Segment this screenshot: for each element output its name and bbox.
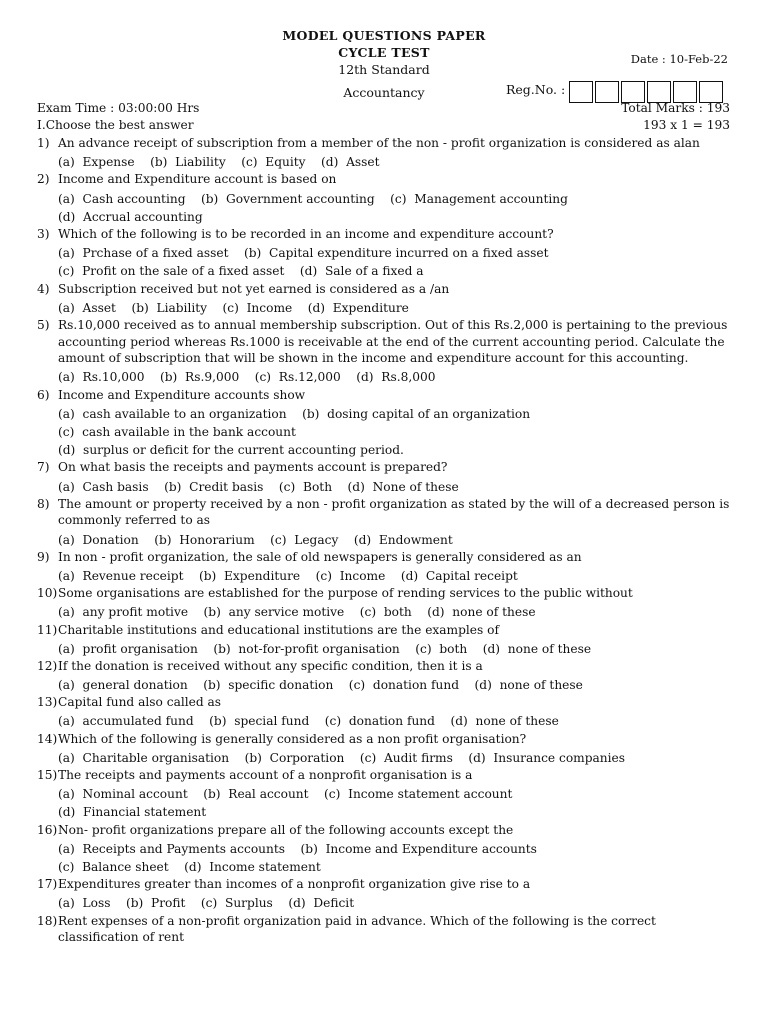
answer-options	[37, 478, 737, 496]
answer-options	[37, 894, 737, 912]
question-number: 13)	[37, 695, 58, 710]
question-text-row	[37, 694, 737, 711]
question-number: 17)	[37, 877, 58, 892]
answer-option-line: (a) cash available to an organization (b) dosing capital of an organization	[58, 406, 531, 421]
paper-subtitle: CYCLE TEST	[338, 45, 430, 60]
question-number: 10)	[37, 586, 58, 601]
answer-options	[37, 603, 737, 621]
question-text: Income and Expenditure account is based on	[58, 172, 337, 187]
reg-no-box	[647, 81, 671, 103]
paper-standard: 12th Standard	[338, 62, 430, 77]
reg-no-box	[699, 81, 723, 103]
answer-option-line: (d) Financial statement	[58, 805, 207, 820]
answer-options	[37, 368, 737, 386]
answer-option-line: (c) Profit on the sale of a fixed asset (d) Sale of a fixed a	[58, 264, 424, 279]
question-text-row	[37, 876, 737, 893]
question-text-row	[37, 585, 737, 602]
question-item	[37, 694, 737, 730]
question-text-row	[37, 459, 737, 476]
answer-option-line: (a) Loss (b) Profit (c) Surplus (d) Deficit	[58, 896, 355, 911]
answer-option-line: (a) Donation (b) Honorarium (c) Legacy (d) Endowment	[58, 532, 453, 547]
answer-option-line: (a) Cash accounting (b) Government accounting (c) Management accounting	[58, 191, 568, 206]
reg-no-box	[569, 81, 593, 103]
question-text: Rs.10,000 received as to annual membership subscription. Out of this Rs.2,000 is pertaining to the previous accounting period whereas Rs.1000 is receivable at the end of the current accounting period. Calculate the amount of subscription that will be shown in the income and expenditure account for this accounting.	[58, 317, 732, 366]
question-text: Which of the following is to be recorded in an income and expenditure account?	[58, 226, 554, 241]
answer-options	[37, 712, 737, 730]
question-text-row	[37, 226, 737, 243]
question-text: Charitable institutions and educational institutions are the examples of	[58, 622, 499, 637]
question-text-row	[37, 622, 737, 639]
question-list	[37, 135, 737, 946]
question-text-row	[37, 496, 737, 529]
question-text: Which of the following is generally considered as a non profit organisation?	[58, 731, 527, 746]
question-text: In non - profit organization, the sale of old newspapers is generally considered as an	[58, 549, 582, 564]
total-marks: Total Marks : 193	[621, 101, 730, 115]
exam-time: Exam Time : 03:00:00 Hrs	[37, 101, 200, 115]
answer-option-line: (a) Nominal account (b) Real account (c) Income statement account	[58, 787, 513, 802]
question-number: 6)	[37, 387, 50, 402]
question-text: The receipts and payments account of a nonprofit organisation is a	[58, 768, 473, 783]
question-number: 11)	[37, 622, 58, 637]
question-text-row	[37, 767, 737, 784]
question-number: 2)	[37, 172, 50, 187]
answer-option-line: (a) Prchase of a fixed asset (b) Capital expenditure incurred on a fixed asset	[58, 246, 549, 261]
answer-option-line: (a) Charitable organisation (b) Corporation (c) Audit firms (d) Insurance companies	[58, 750, 626, 765]
question-text: Rent expenses of a non-profit organization paid in advance. Which of the following is the correct classification of rent	[58, 913, 660, 945]
answer-options	[37, 190, 737, 226]
question-text: Capital fund also called as	[58, 695, 222, 710]
question-item	[37, 622, 737, 658]
question-number: 7)	[37, 460, 50, 475]
reg-no-boxes	[569, 81, 725, 103]
question-text-row	[37, 387, 737, 404]
answer-option-line: (a) general donation (b) specific donation (c) donation fund (d) none of these	[58, 678, 583, 693]
marks-calculation: 193 x 1 = 193	[643, 118, 730, 132]
question-text-row	[37, 317, 737, 367]
question-number: 16)	[37, 822, 58, 837]
question-item	[37, 171, 737, 226]
question-text-row	[37, 549, 737, 566]
reg-no-box	[595, 81, 619, 103]
question-number: 9)	[37, 549, 50, 564]
question-item	[37, 281, 737, 317]
question-number: 5)	[37, 317, 50, 332]
answer-options	[37, 567, 737, 585]
answer-option-line: (a) Asset (b) Liability (c) Income (d) Expenditure	[58, 300, 409, 315]
answer-option-line: (d) surplus or deficit for the current accounting period.	[58, 443, 404, 458]
reg-no-box	[673, 81, 697, 103]
question-item	[37, 549, 737, 585]
question-item	[37, 317, 737, 387]
answer-option-line: (c) cash available in the bank account	[58, 424, 296, 439]
question-number: 8)	[37, 496, 50, 511]
question-text-row	[37, 913, 737, 946]
exam-date: Date : 10-Feb-22	[630, 52, 728, 66]
answer-options	[37, 405, 737, 460]
paper-title: MODEL QUESTIONS PAPER	[282, 28, 486, 43]
question-text-row	[37, 281, 737, 298]
answer-option-line: (a) any profit motive (b) any service motive (c) both (d) none of these	[58, 605, 536, 620]
answer-option-line: (a) profit organisation (b) not-for-profit organisation (c) both (d) none of these	[58, 641, 592, 656]
answer-options	[37, 531, 737, 549]
answer-options	[37, 676, 737, 694]
answer-options	[37, 299, 737, 317]
question-item	[37, 585, 737, 621]
question-number: 15)	[37, 768, 58, 783]
answer-option-line: (d) Accrual accounting	[58, 209, 203, 224]
question-number: 18)	[37, 913, 58, 928]
answer-option-line: (a) Receipts and Payments accounts (b) Income and Expenditure accounts	[58, 841, 537, 856]
question-text: Expenditures greater than incomes of a nonprofit organization give rise to a	[58, 877, 531, 892]
section-heading: I.Choose the best answer	[37, 118, 194, 132]
answer-options	[37, 749, 737, 767]
question-text: Some organisations are established for the purpose of rending services to the public without	[58, 586, 633, 601]
question-item	[37, 387, 737, 460]
question-item	[37, 459, 737, 495]
answer-option-line: (c) Balance sheet (d) Income statement	[58, 860, 321, 875]
question-item	[37, 767, 737, 822]
answer-option-line: (a) Expense (b) Liability (c) Equity (d) Asset	[58, 155, 380, 170]
question-text: Subscription received but not yet earned is considered as a /an	[58, 281, 450, 296]
question-number: 4)	[37, 281, 50, 296]
question-item	[37, 658, 737, 694]
question-text: Non- profit organizations prepare all of the following accounts except the	[58, 822, 514, 837]
reg-no-label: Reg.No. :	[506, 82, 566, 97]
question-number: 12)	[37, 658, 58, 673]
question-item	[37, 876, 737, 912]
question-item	[37, 731, 737, 767]
question-item	[37, 822, 737, 877]
question-number: 3)	[37, 226, 50, 241]
question-text: If the donation is received without any specific condition, then it is a	[58, 658, 483, 673]
reg-no-box	[621, 81, 645, 103]
question-number: 1)	[37, 136, 50, 150]
question-text: Income and Expenditure accounts show	[58, 387, 306, 402]
question-text: On what basis the receipts and payments account is prepared?	[58, 460, 448, 475]
answer-options	[37, 785, 737, 821]
question-text-row	[37, 731, 737, 748]
question-text-row	[37, 658, 737, 675]
question-text-row	[37, 135, 737, 152]
answer-options	[37, 840, 737, 876]
answer-options	[37, 244, 737, 280]
paper-subject: Accountancy	[343, 85, 425, 100]
question-item	[37, 496, 737, 549]
answer-option-line: (a) Cash basis (b) Credit basis (c) Both (d) None of these	[58, 479, 459, 494]
answer-option-line: (a) Rs.10,000 (b) Rs.9,000 (c) Rs.12,000 (d) Rs.8,000	[58, 370, 436, 385]
answer-options	[37, 640, 737, 658]
question-item	[37, 913, 737, 946]
question-item	[37, 135, 737, 171]
question-text: An advance receipt of subscription from a member of the non - profit organization is considered as alan	[58, 136, 700, 150]
answer-options	[37, 153, 737, 171]
answer-option-line: (a) accumulated fund (b) special fund (c) donation fund (d) none of these	[58, 714, 559, 729]
answer-option-line: (a) Revenue receipt (b) Expenditure (c) Income (d) Capital receipt	[58, 568, 518, 583]
question-item	[37, 226, 737, 281]
question-text-row	[37, 822, 737, 839]
question-text-row	[37, 171, 737, 188]
question-number: 14)	[37, 731, 58, 746]
question-text: The amount or property received by a non - profit organization as stated by the will of a decreased person is commonly referred to as	[58, 496, 734, 528]
